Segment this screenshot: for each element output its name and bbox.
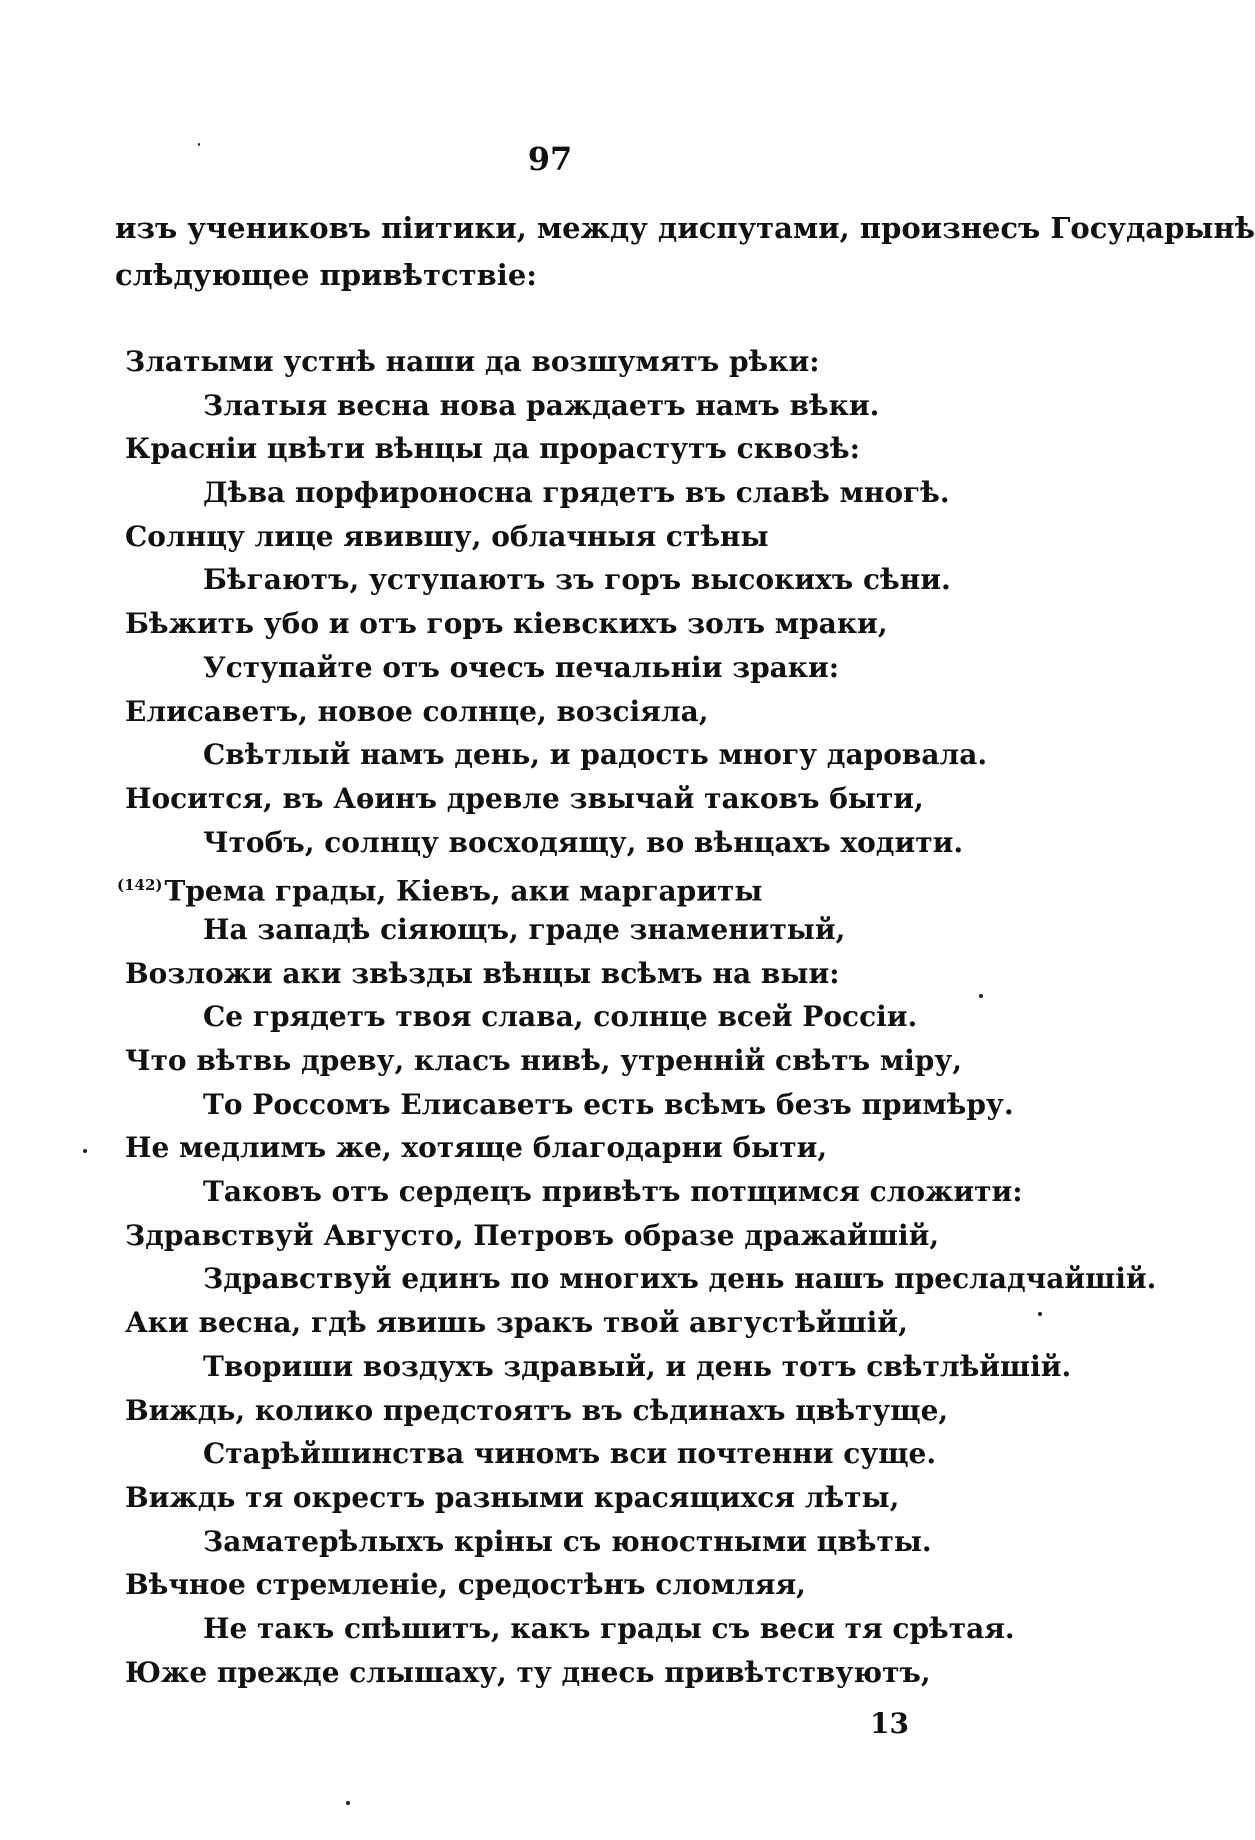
poem-line (125, 1126, 1055, 1170)
scan-speck (1038, 1312, 1042, 1316)
scan-speck (979, 994, 983, 998)
poem-line (125, 952, 1055, 996)
poem-line (125, 1170, 1055, 1214)
poem-line (125, 1563, 1055, 1607)
poem-line-text: Се грядетъ твоя слава, солнце всей Россіи. (203, 1000, 918, 1034)
poem-line-text: Возложи аки звѣзды вѣнцы всѣмъ на выи: (125, 956, 840, 990)
signature-mark: 13 (870, 1707, 909, 1740)
scan-speck (346, 1801, 350, 1805)
poem-line (125, 515, 1055, 559)
poem-line (125, 1651, 1055, 1695)
poem-line-text: Старѣйшинства чиномъ вси почтенни суще. (203, 1437, 937, 1471)
poem-line-text: Виждь, колико предстоятъ въ сѣдинахъ цвѣтуще, (125, 1393, 949, 1427)
poem-line-text: Не такъ спѣшитъ, какъ грады съ веси тя срѣтая. (203, 1611, 1015, 1645)
poem-line (125, 1083, 1055, 1127)
intro-paragraph (115, 205, 1255, 299)
poem-line (125, 471, 1055, 515)
poem-line (117, 864, 1055, 908)
poem-line (125, 1389, 1055, 1433)
poem (117, 340, 1157, 1694)
poem-line (125, 427, 1055, 471)
intro-line: изъ учениковъ піитики, между диспутами, произнесъ Государынѣ (115, 211, 1255, 245)
poem-line-text: Уступайте отъ очесъ печальніи зраки: (203, 650, 840, 684)
poem-line (125, 1432, 1055, 1476)
poem-line-text: Чтобъ, солнцу восходящу, во вѣнцахъ ходити. (203, 825, 964, 859)
poem-line (125, 690, 1055, 734)
poem-line (125, 1520, 1055, 1564)
poem-line-text: Здравствуй единъ по многихъ день нашъ пресладчайшій. (203, 1262, 1157, 1296)
poem-line (125, 602, 1055, 646)
poem-line (125, 1039, 1055, 1083)
poem-line-text: Таковъ отъ сердецъ привѣтъ потщимся сложити: (203, 1175, 1023, 1209)
poem-line (125, 1345, 1072, 1389)
poem-line (125, 384, 1055, 428)
poem-line-text: Бѣгаютъ, уступаютъ зъ горъ высокихъ сѣни. (203, 563, 951, 597)
footnote-reference: (142) (117, 876, 163, 895)
poem-line-text: Златыми устнѣ наши да возшумятъ рѣки: (125, 345, 820, 378)
intro-line: слѣдующее привѣтствіе: (115, 258, 537, 292)
poem-line-text: Трема грады, Кіевъ, аки маргариты (164, 874, 763, 908)
poem-line-text: Заматерѣлыхъ кріны съ юностными цвѣты. (203, 1524, 932, 1558)
poem-line-text: На западѣ сіяющъ, граде знаменитый, (203, 912, 846, 946)
poem-line-text: Не медлимъ же, хотяще благодарни быти, (125, 1131, 828, 1165)
page-number: 97 (527, 140, 573, 178)
poem-line-text: Дѣва порфироносна грядетъ въ славѣ многѣ. (203, 476, 950, 510)
poem-line-text: Златыя весна нова раждаетъ намъ вѣки. (203, 388, 880, 422)
poem-line (125, 1257, 1157, 1301)
poem-line-text: Юже прежде слышаху, ту днесь привѣтствуютъ, (125, 1655, 931, 1689)
poem-line-text: Носится, въ Аѳинъ древле звычай таковъ быти, (125, 781, 924, 815)
poem-line (125, 733, 1055, 777)
poem-line-text: Аки весна, гдѣ явишь зракъ твой августѣйшій, (125, 1306, 908, 1340)
poem-line-text: Вѣчное стремленіе, средостѣнъ сломляя, (125, 1568, 806, 1602)
poem-line-text: Здравствуй Августо, Петровъ образе дражайшій, (125, 1218, 940, 1252)
poem-line-text: Солнцу лице явившу, облачныя стѣны (125, 519, 769, 553)
poem-line (125, 908, 1055, 952)
scan-speck (83, 1149, 87, 1153)
poem-line-text: Что вѣтвь древу, класъ нивѣ, утренній свѣтъ міру, (125, 1044, 963, 1077)
poem-line (125, 1607, 1055, 1651)
poem-line (125, 995, 1055, 1039)
poem-line (125, 821, 1055, 865)
poem-line-text: Бѣжить убо и отъ горъ кіевскихъ золъ мраки, (125, 607, 888, 641)
poem-line-text: Виждь тя окрестъ разными красящихся лѣты, (125, 1480, 900, 1514)
poem-line-text: Красніи цвѣти вѣнцы да прорастутъ сквозѣ: (125, 432, 860, 466)
poem-line (125, 558, 1055, 602)
poem-line-text: То Россомъ Елисаветъ есть всѣмъ безъ примѣру. (203, 1087, 1014, 1121)
poem-line-text: Свѣтлый намъ день, и радость многу даровала. (203, 738, 988, 772)
poem-line (125, 1476, 1055, 1520)
poem-line (125, 646, 1055, 690)
poem-line (125, 340, 1055, 384)
poem-line-text: Твориши воздухъ здравый, и день тотъ свѣтлѣйшій. (203, 1349, 1072, 1383)
poem-line (125, 1214, 1055, 1258)
scan-speck (198, 143, 200, 146)
poem-line (125, 1301, 1055, 1345)
poem-line (125, 777, 1055, 821)
poem-line-text: Елисаветъ, новое солнце, возсіяла, (125, 694, 709, 728)
